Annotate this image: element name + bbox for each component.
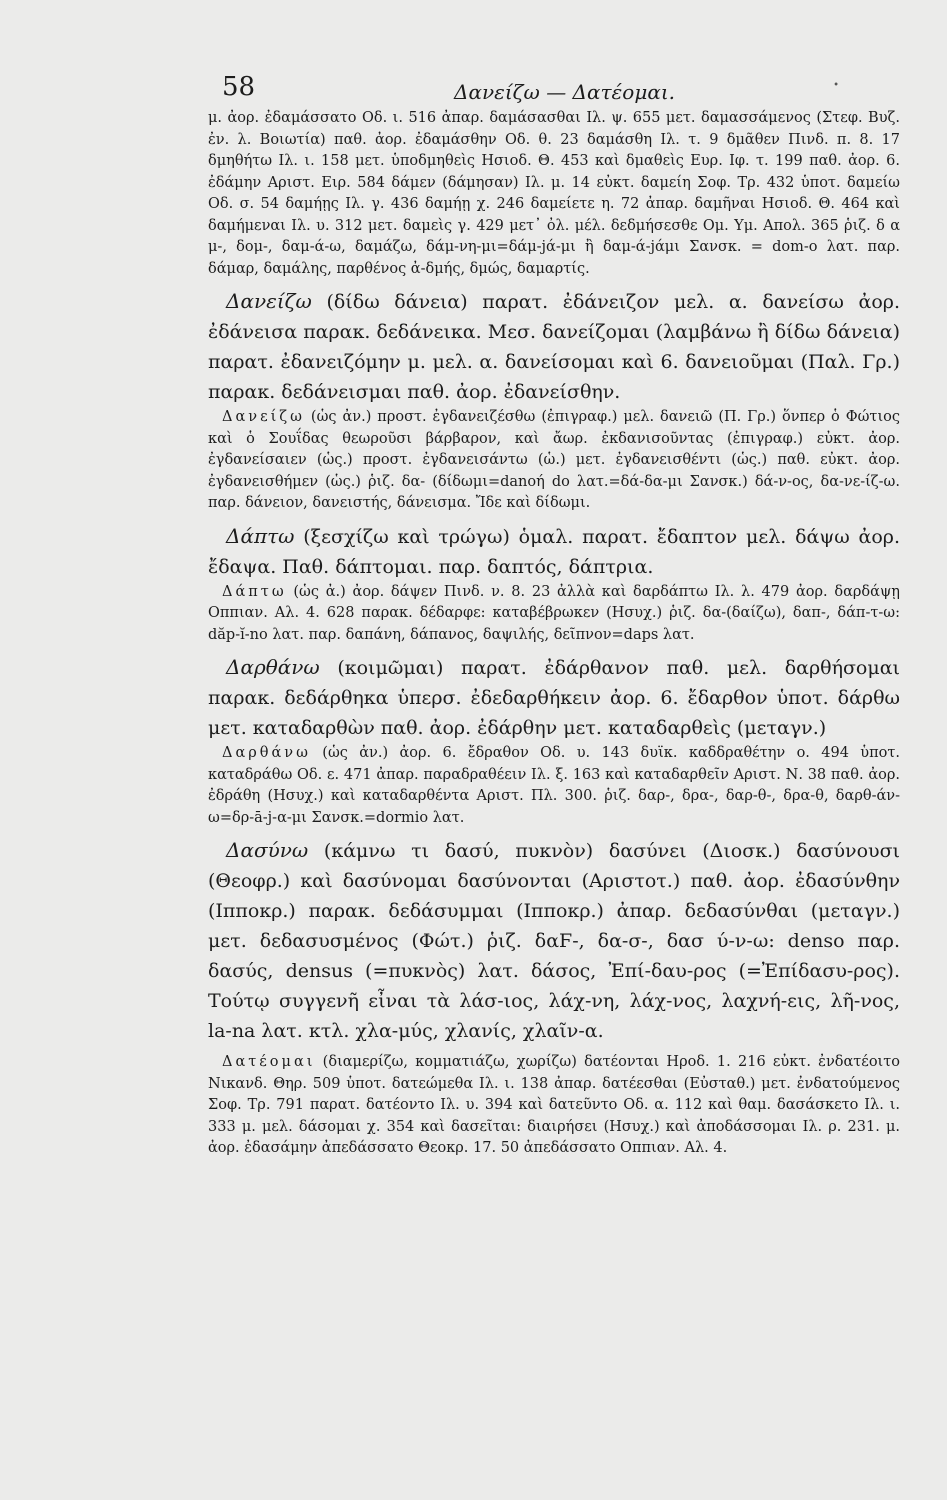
- entry-main-text: (δίδω δάνεια) παρατ. ἐδάνειζον μελ. α. δανείσω ἀορ. ἐδάνεισα παρακ. δεδάνεικα. Μεσ. δανείζομαι (λαμβάνω ἢ δίδω δάνεια) παρατ. ἐδανειζόμην μ. μελ. α. δανείσομαι καὶ 6. δανειοῦμαι (Παλ. Γρ.) παρακ. δεδάνεισμαι παθ. ἀορ. ἐδανείσθην.: [208, 291, 900, 403]
- entry-detail: [208, 1052, 900, 1160]
- detail-headword: Δαρθάνω: [222, 745, 311, 761]
- entry-detail: [208, 407, 900, 515]
- headword: Δαρθάνω: [226, 655, 320, 679]
- entry-main: [208, 521, 900, 582]
- headword: Δασύνω: [226, 838, 309, 862]
- entry-detail-text: (ὡς ἀν.) προστ. ἐγδανειζέσθω (ἐπιγραφ.) μελ. δανειῶ (Π. Γρ.) ὅνπερ ὁ Φώτιος καὶ ὁ Σουΐδας θεωροῦσι βάρβαρον, καὶ ἄωρ. ἐκδανισοῦντας (ἐπιγραφ.) εὐκτ. ἀορ. ἐγδανείσαιεν (ὡς.) προστ. ἐγδανεισάντω (ὡ.) μετ. ἐγδανεισθέντι (ὡς.) παθ. εὐκτ. ἀορ. ἐγδανεισθήμεν (ὡς.) ῥιζ. δα- (δίδωμι=danoή do λατ.=δά-δα-μι Σανσκ.) δά-ν-ος, δα-νε-ίζ-ω. παρ. δάνειον, δανειστής, δάνεισμα. Ἴδε καὶ δίδωμι.: [208, 409, 900, 511]
- headword: Δανείζω: [226, 289, 312, 313]
- detail-headword: Δανείζω: [222, 409, 305, 425]
- entry-detail: μ. ἀορ. ἐδαμάσσατο Οδ. ι. 516 ἀπαρ. δαμάσασθαι Ιλ. ψ. 655 μετ. δαμασσάμενος (Στεφ. Βυζ. ἐν. λ. Βοιωτία) παθ. ἀορ. ἐδαμάσθην Οδ. θ. 23 δαμάσθη Ιλ. τ. 9 δμᾶθεν Πινδ. π. 8. 17 δμηθήτω Ιλ. ι. 158 μετ. ὑποδμηθεὶς Ησιοδ. Θ. 453 καὶ δμαθεὶς Ευρ. Ιφ. τ. 199 παθ. ἀορ. 6. ἐδάμην Αριστ. Ειρ. 584 δάμεν (δάμησαν) Ιλ. μ. 14 εὐκτ. δαμείη Σοφ. Τρ. 432 ὑποτ. δαμείω Οδ. σ. 54 δαμήῃς Ιλ. γ. 436 δαμήῃ χ. 246 δαμείετε η. 72 ἀπαρ. δαμῆναι Ησιοδ. Θ. 464 καὶ δαμήμεναι Ιλ. υ. 312 μετ. δαμεὶς γ. 429 μετ᾽ ὀλ. μέλ. δεδμήσεσθε Ομ. Υμ. Απολ. 365 ῥιζ. δ α μ-, δομ-, δαμ-ά-ω, δαμάζω, δάμ-νη-μι=δάμ-jά-μι ἢ δαμ-ά-jάμι Σανσκ. = dom-o λατ. παρ. δάμαρ, δαμάλης, παρθένος ἀ-δμής, δμώς, δαμαρτίς.: [208, 110, 900, 277]
- page-number: 58: [222, 72, 256, 102]
- detail-headword: Δατέομαι: [222, 1054, 316, 1070]
- entry-dasyno: [208, 835, 900, 1046]
- entry-main-text: (ξεσχίζω καὶ τρώγω) ὁμαλ. παρατ. ἔδαπτον μελ. δάψω ἀορ. ἔδαψα. Παθ. δάπτομαι. παρ. δαπτός, δάπτρια.: [208, 525, 900, 578]
- entry-main-text: (κάμνω τι δασύ, πυκνὸν) δασύνει (Διοσκ.) δασύνουσι (Θεοφρ.) καὶ δασύνομαι δασύνονται (Αριστοτ.) παθ. ἀορ. ἐδασύνθην (Ιπποκρ.) παρακ. δεδάσυμμαι (Ιπποκρ.) ἀπαρ. δεδασύνθαι (μεταγν.) μετ. δεδασυσμένος (Φώτ.) ῥιζ. δαϜ-, δα-σ-, δασ ύ-ν-ω: denso παρ. δασύς, densus (=πυκνὸς) λατ. δάσος, Ἐπί-δαυ-ρος (=Ἐπίδασυ-ρος). Τούτῳ συγγενῆ εἶναι τὰ λάσ-ιος, λάχ-νη, λάχ-νος, λαχνή-εις, λῆ-νος, la-na λατ. κτλ. χλα-μύς, χλανίς, χλαῖν-α.: [208, 840, 900, 1042]
- running-head: Δανείζω — Δατέομαι.: [454, 80, 676, 104]
- corner-mark: •: [833, 80, 839, 91]
- entry-detail: [208, 743, 900, 829]
- page-header: [208, 64, 899, 108]
- entry-detail-text: (ὡς ἀ.) ἀορ. δάψεν Πινδ. ν. 8. 23 ἀλλὰ καὶ δαρδάπτω Ιλ. λ. 479 ἀορ. δαρδάψῃ Οππιαν. Αλ. 4. 628 παρακ. δέδαρφε: καταβέβρωκεν (Ησυχ.) ῥιζ. δα-(δαίζω), δαπ-, δάπ-τ-ω: dăp-ĭ-no λατ. παρ. δαπάνη, δάπανος, δαψιλής, δεῖπνον=daps λατ.: [208, 583, 900, 643]
- entry-daneizo: [208, 286, 900, 515]
- entry-main: [208, 652, 900, 743]
- entries: [208, 108, 900, 1160]
- entry-main-text: (κοιμῶμαι) παρατ. ἐδάρθανον παθ. μελ. δαρθήσομαι παρακ. δεδάρθηκα ὑπερσ. ἐδεδαρθήκειν ἀορ. 6. ἔδαρθον ὑποτ. δάρθω μετ. καταδαρθὼν παθ. ἀορ. ἐδάρθην μετ. καταδαρθεὶς (μεταγν.): [208, 657, 900, 739]
- entry-dateomai: [208, 1052, 900, 1160]
- entry-dapto: [208, 521, 900, 647]
- entry-main: [208, 286, 900, 407]
- entry-main: [208, 835, 900, 1046]
- entry-detail-text: (ὡς ἀν.) ἀορ. 6. ἔδραθον Οδ. υ. 143 δυϊκ. καδδραθέτην ο. 494 ὑποτ. καταδράθω Οδ. ε. 471 ἀπαρ. παραδραθέειν Ιλ. ξ. 163 καὶ καταδαρθεῖν Αριστ. Ν. 38 παθ. ἀορ. ἐδράθη (Ησυχ.) καὶ καταδαρθέντα Αριστ. Πλ. 300. ῥιζ. δαρ-, δρα-, δαρ-θ-, δρα-θ, δαρθ-άν-ω=δρ-ā-j-α-μι Σανσκ.=dormio λατ.: [208, 745, 900, 826]
- entry-detail: [208, 582, 900, 647]
- entry-darthano: [208, 652, 900, 829]
- headword: Δάπτω: [226, 523, 295, 548]
- entry-detail-text: (διαμερίζω, κομματιάζω, χωρίζω) δατέονται Ηροδ. 1. 216 εὐκτ. ἐνδατέοιτο Νικανδ. Θηρ. 509 ὑποτ. δατεώμεθα Ιλ. ι. 138 ἀπαρ. δατέεσθαι (Εὐσταθ.) μετ. ἐνδατούμενος Σοφ. Τρ. 791 παρατ. δατέοντο Ιλ. υ. 394 καὶ δατεῦντο Οδ. α. 112 καὶ θαμ. δασάσκετο Ιλ. ι. 333 μ. μελ. δάσομαι χ. 354 καὶ δασεῖται: διαιρήσει (Ησυχ.) καὶ ἀποδάσσομαι Ιλ. ρ. 231. μ. ἀορ. ἐδασάμην ἀπεδάσσατο Θεοκρ. 17. 50 ἀπεδάσσατο Οππιαν. Αλ. 4.: [208, 1054, 900, 1156]
- detail-headword: Δάπτω: [222, 583, 287, 600]
- entry-continuation: [208, 108, 900, 280]
